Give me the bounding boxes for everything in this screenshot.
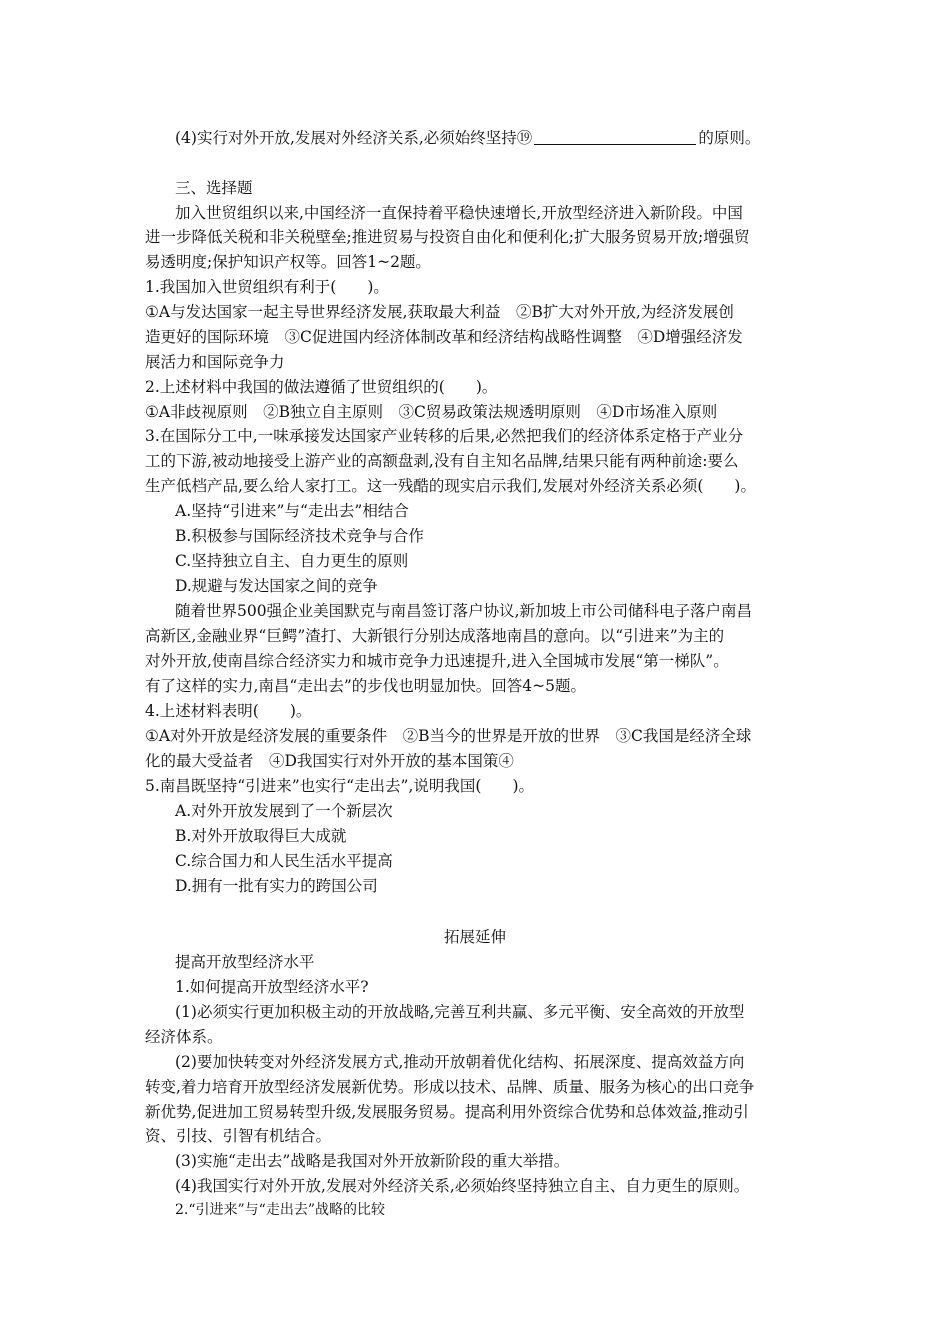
question-3-stem: 工的下游,被动地接受上游产业的高额盘剥,没有自主知名品牌,结果只能有两种前途:要么	[145, 452, 739, 470]
question-5-option-b: B.对外开放取得巨大成就	[175, 827, 347, 845]
extension-paragraph: (2)要加快转变对外经济发展方式,推动开放朝着优化结构、拓展深度、提高效益方向	[175, 1053, 745, 1071]
question-4-options: 化的最大受益者 ④D我国实行对外开放的基本国策④	[145, 752, 514, 770]
extension-subtitle: 提高开放型经济水平	[175, 953, 315, 971]
question-3-option-d: D.规避与发达国家之间的竞争	[175, 577, 378, 595]
question-5-option-d: D.拥有一批有实力的跨国公司	[175, 877, 378, 895]
question-3-option-a: A.坚持“引进来”与“走出去”相结合	[175, 502, 409, 520]
question-4-options: ①A对外开放是经济发展的重要条件 ②B当今的世界是开放的世界 ③C我国是经济全球	[145, 727, 752, 745]
extension-paragraph: (1)必须实行更加积极主动的开放战略,完善互利共赢、多元平衡、安全高效的开放型	[175, 1003, 745, 1021]
question-3-stem: 生产低档产品,要么给人家打工。这一残酷的现实启示我们,发展对外经济关系必须( )。	[145, 477, 756, 495]
fill-item-text-before: (4)实行对外开放,发展对外经济关系,必须始终坚持⑲	[175, 129, 533, 147]
question-1-options: 造更好的国际环境 ③C促进国内经济体制改革和经济结构战略性调整 ④D增强经济发	[145, 328, 743, 346]
material-2-line: 对外开放,使南昌综合经济实力和城市竞争力迅速提升,进入全国城市发展“第一梯队”。	[145, 652, 729, 670]
answer-blank-line	[534, 128, 696, 145]
material-1-line: 加入世贸组织以来,中国经济一直保持着平稳快速增长,开放型经济进入新阶段。中国	[175, 204, 743, 222]
question-2-options: ①A非歧视原则 ②B独立自主原则 ③C贸易政策法规透明原则 ④D市场准入原则	[145, 403, 718, 421]
question-3-option-b: B.积极参与国际经济技术竞争与合作	[175, 527, 424, 545]
material-2-line: 高新区,金融业界“巨鳄”渣打、大新银行分别达成落地南昌的意向。以“引进来”为主的	[145, 627, 725, 645]
question-5-option-c: C.综合国力和人民生活水平提高	[175, 852, 393, 870]
material-1-line: 易透明度;保护知识产权等。回答1~2题。	[145, 253, 431, 271]
extension-question-1: 1.如何提高开放型经济水平?	[175, 978, 369, 996]
question-3-stem: 3.在国际分工中,一味承接发达国家产业转移的后果,必然把我们的经济体系定格于产业分	[145, 427, 744, 445]
question-2-stem: 2.上述材料中我国的做法遵循了世贸组织的( )。	[145, 378, 498, 396]
extension-paragraph: 经济体系。	[145, 1028, 223, 1046]
extension-paragraph: 新优势,促进加工贸易转型升级,发展服务贸易。提高利用外资综合优势和总体效益,推动引	[145, 1103, 749, 1121]
section-title: 三、选择题	[175, 179, 253, 197]
extension-paragraph: (4)我国实行对外开放,发展对外经济关系,必须始终坚持独立自主、自力更生的原则。	[175, 1177, 750, 1195]
question-1-options: ①A与发达国家一起主导世界经济发展,获取最大利益 ②B扩大对外开放,为经济发展创	[145, 303, 734, 321]
question-1-options: 展活力和国际竞争力	[145, 353, 285, 371]
material-2-line: 随着世界500强企业美国默克与南昌签订落户协议,新加坡上市公司储科电子落户南昌	[175, 602, 753, 620]
question-4-stem: 4.上述材料表明( )。	[145, 702, 312, 720]
material-2-line: 有了这样的实力,南昌“走出去”的步伐也明显加快。回答4~5题。	[145, 677, 586, 695]
question-5-stem: 5.南昌既坚持“引进来”也实行“走出去”,说明我国( )。	[145, 777, 535, 795]
extension-paragraph: 资、引技、引智有机结合。	[145, 1127, 332, 1145]
extension-title: 拓展延伸	[443, 928, 506, 946]
extension-paragraph: (3)实施“走出去”战略是我国对外开放新阶段的重大举措。	[175, 1152, 570, 1170]
fill-item-text-after: 的原则。	[698, 129, 761, 147]
extension-question-2: 2.“引进来”与“走出去”战略的比较	[175, 1202, 385, 1218]
question-3-option-c: C.坚持独立自主、自力更生的原则	[175, 552, 409, 570]
question-5-option-a: A.对外开放发展到了一个新层次	[175, 802, 393, 820]
material-1-line: 进一步降低关税和非关税壁垒;推进贸易与投资自由化和便利化;扩大服务贸易开放;增强贸	[145, 228, 750, 246]
extension-paragraph: 转变,着力培育开放型经济发展新优势。形成以技术、品牌、质量、服务为核心的出口竞争	[145, 1078, 755, 1096]
question-1-stem: 1.我国加入世贸组织有利于( )。	[145, 278, 389, 296]
fill-blank-item	[175, 126, 760, 150]
